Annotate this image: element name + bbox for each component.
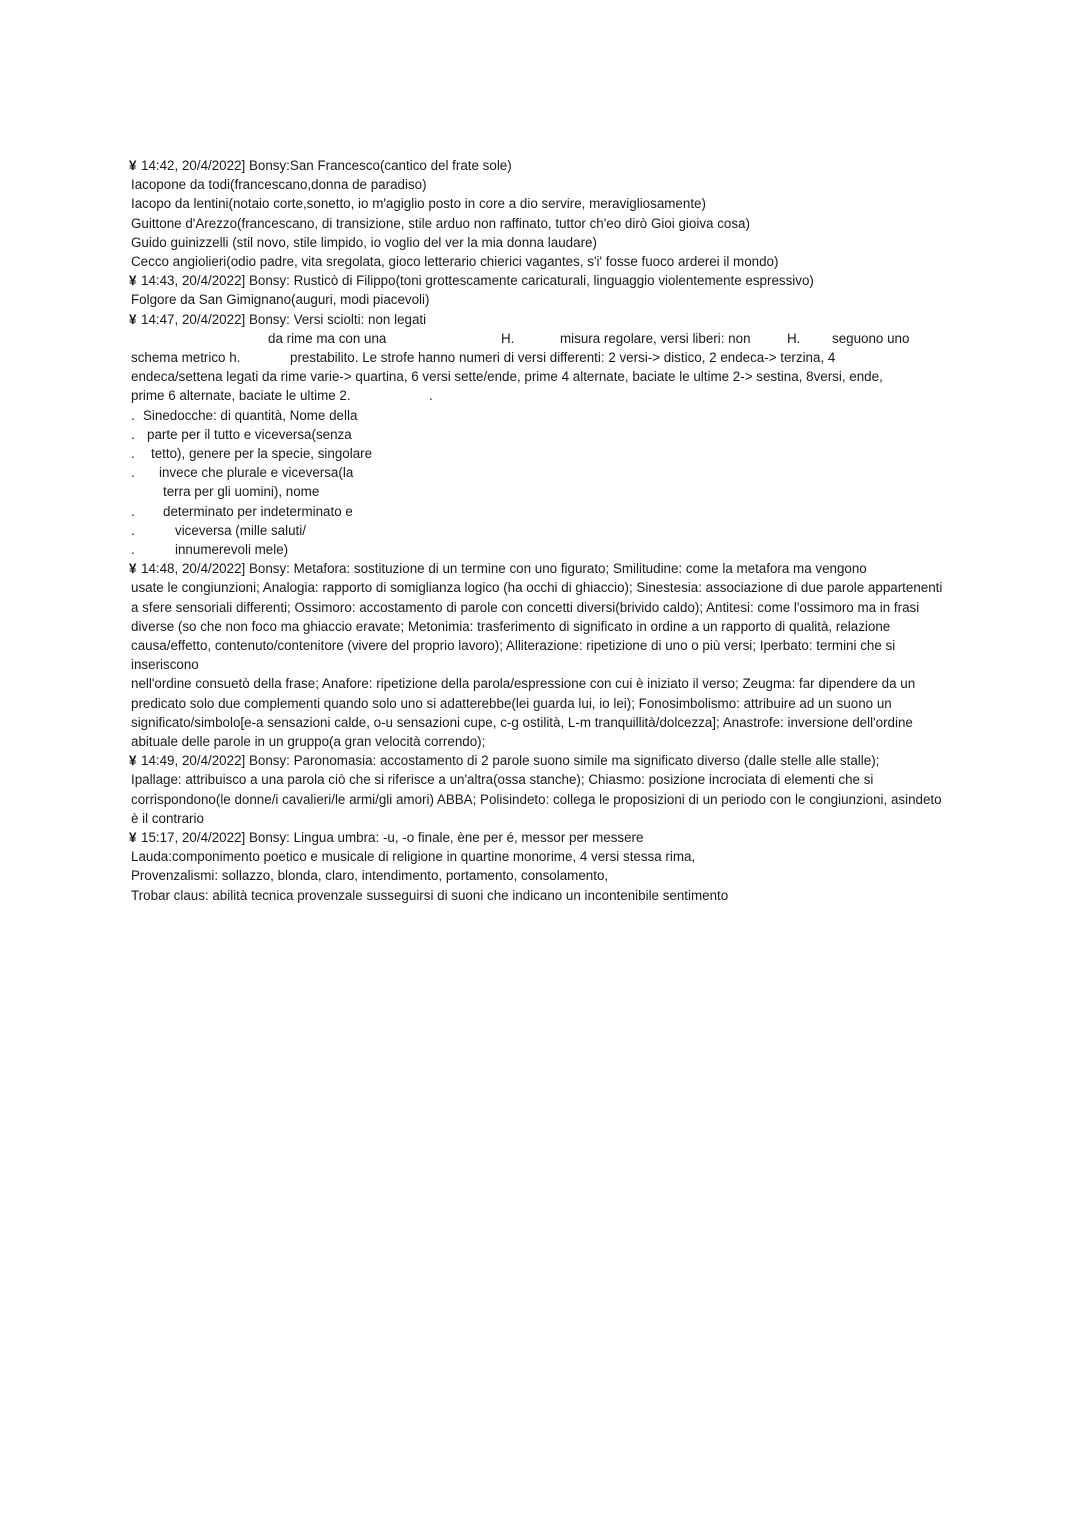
text-fragment: prestabilito. Le strofe hanno numeri di versi differenti: 2 versi-> distico, 2 endeca-> terzina, 4 (290, 350, 836, 366)
list-text: innumerevoli mele) (175, 542, 289, 558)
bullet: . (131, 407, 135, 423)
list-text: determinato per indeterminato e (163, 503, 353, 519)
message-marker-icon: ¥ (129, 273, 137, 289)
text-line: Lauda:componimento poetico e musicale di religione in quartine monorime, 4 versi stessa rima, (131, 849, 696, 865)
message-text: 14:42, 20/4/2022] Bonsy:San Francesco(cantico del frate sole) (141, 158, 512, 173)
text-line: Folgore da San Gimignano(auguri, modi piacevoli) (131, 292, 430, 308)
chat-export-text (131, 156, 961, 905)
text-fragment: . (429, 388, 433, 404)
message-text: 14:43, 20/4/2022] Bonsy: Rusticò di Filippo(toni grottescamente caricaturali, linguaggio violentemente espressivo) (141, 273, 814, 289)
list-item (131, 463, 961, 482)
message-text: 14:47, 20/4/2022] Bonsy: Versi sciolti: non legati (141, 311, 427, 327)
text-line: Trobar claus: abilità tecnica provenzale susseguirsi di suoni che indicano un incontenibile sentimento (131, 887, 729, 903)
message-text: 14:48, 20/4/2022] Bonsy: Metafora: sostituzione di un termine con uno figurato; Smilitudine: come la metafora ma vengono (141, 561, 867, 577)
bullet: . (131, 503, 135, 519)
message-header (131, 156, 961, 175)
paragraph: usate le congiunzioni; Analogia: rapporto di somiglianza logico (ha occhi di ghiaccio); Sinestesia: associazione di due parole appartenenti a sfere sensoriali differenti; Ossimoro: accostamento di parole con concetti diversi(brivido caldo); Antitesi: come l'ossimoro ma in frasi diverse (so che non foco ma ghiaccio eravate; Metonimia: trasferimento di significato in ordine a un rapporto di qualità, relazione causa/effetto, contenuto/contenitore (vivere del proprio lavoro); Alliterazione: ripetizione di uno o più versi; Iperbato: termini che si inseriscono (131, 580, 943, 673)
list-item (131, 540, 961, 559)
message-header (131, 828, 961, 847)
text-fragment: schema metrico h. (131, 350, 241, 366)
message-marker-icon: ¥ (129, 561, 137, 577)
bullet: . (131, 465, 135, 481)
list-item (131, 406, 961, 425)
text-fragment: prime 6 alternate, baciate le ultime 2. (131, 388, 351, 404)
message-marker-icon: ¥ (129, 753, 137, 769)
message-header (131, 271, 961, 290)
text-fragment: H. (501, 330, 515, 346)
text-fragment: da rime ma con una (268, 330, 387, 346)
text-fragment: seguono uno (832, 330, 910, 346)
list-item (131, 425, 961, 444)
text-line (131, 348, 961, 367)
message-marker-icon: ¥ (129, 311, 137, 327)
text-line: Iacopone da todi(francescano,donna de paradiso) (131, 177, 427, 193)
message-text: 14:49, 20/4/2022] Bonsy: Paronomasia: accostamento di 2 parole suono simile ma significato diverso (dalle stelle alle stalle); (141, 753, 880, 769)
text-fragment: misura regolare, versi liberi: non (560, 330, 751, 346)
paragraph: Ipallage: attribuisco a una parola ciò che si riferisce a un'altra(ossa stanche); Chiasmo: posizione incrociata di elementi che si corrispondono(le donne/i cavalieri/le armi/gli amori) ABBA; Polisindeto: collega le proposizioni di un periodo con le congiunzioni, asindeto è il contrario (131, 772, 942, 826)
message-marker-icon: ¥ (129, 158, 137, 173)
list-text: Sinedocche: di quantità, Nome della (143, 407, 358, 423)
list-item (131, 444, 961, 463)
list-item (131, 502, 961, 521)
text-fragment: H. (787, 330, 801, 346)
text-line: Iacopo da lentini(notaio corte,sonetto, io m'agiglio posto in core a dio servire, meravigliosamente) (131, 196, 706, 212)
bullet: . (131, 542, 135, 558)
text-line (131, 329, 961, 348)
text-line: endeca/settena legati da rime varie-> quartina, 6 versi sette/ende, prime 4 alternate, baciate le ultime 2-> sestina, 8versi, ende, (131, 369, 883, 385)
paragraph: nell'ordine consuetò della frase; Anafore: ripetizione della parola/espressione con cui è iniziato il verso; Zeugma: far dipendere da un predicato solo due complementi quando solo uno si adatterebbe(lei guarda lui, io lei); Fonosimbolismo: attribuire ad un suono un significato/simbolo[e-a sensazioni calde, o-u sensazioni cupe, c-g ostilità, L-m tranquillità/dolcezza]; Anastrofe: inversione dell'ordine abituale delle parole in un gruppo(a gran velocità correndo); (131, 676, 916, 750)
list-text: terra per gli uomini), nome (163, 484, 320, 500)
message-header (131, 751, 961, 770)
text-line: Provenzalismi: sollazzo, blonda, claro, intendimento, portamento, consolamento, (131, 868, 609, 884)
message-marker-icon: ¥ (129, 830, 137, 846)
text-line: Cecco angiolieri(odio padre, vita sregolata, gioco letterario chierici vagantes, s'i' fosse fuoco arderei il mondo) (131, 254, 779, 270)
message-text: 15:17, 20/4/2022] Bonsy: Lingua umbra: -u, -o finale, ène per é, messor per messere (141, 830, 644, 846)
bullet: . (131, 426, 135, 442)
list-text: tetto), genere per la specie, singolare (151, 446, 373, 461)
text-line: Guido guinizzelli (stil novo, stile limpido, io voglio del ver la mia donna laudare) (131, 234, 597, 250)
message-header (131, 559, 961, 578)
list-item (131, 482, 961, 501)
list-text: viceversa (mille saluti/ (175, 522, 306, 538)
message-header (131, 310, 961, 329)
list-text: parte per il tutto e viceversa(senza (147, 426, 352, 442)
bullet: . (131, 446, 135, 461)
list-item (131, 521, 961, 540)
bullet: . (131, 522, 135, 538)
list-text: invece che plurale e viceversa(la (159, 465, 354, 481)
text-line: Guittone d'Arezzo(francescano, di transizione, stile arduo non raffinato, tuttor ch'eo dirò Gioi gioiva cosa) (131, 215, 750, 231)
text-line (131, 386, 961, 405)
